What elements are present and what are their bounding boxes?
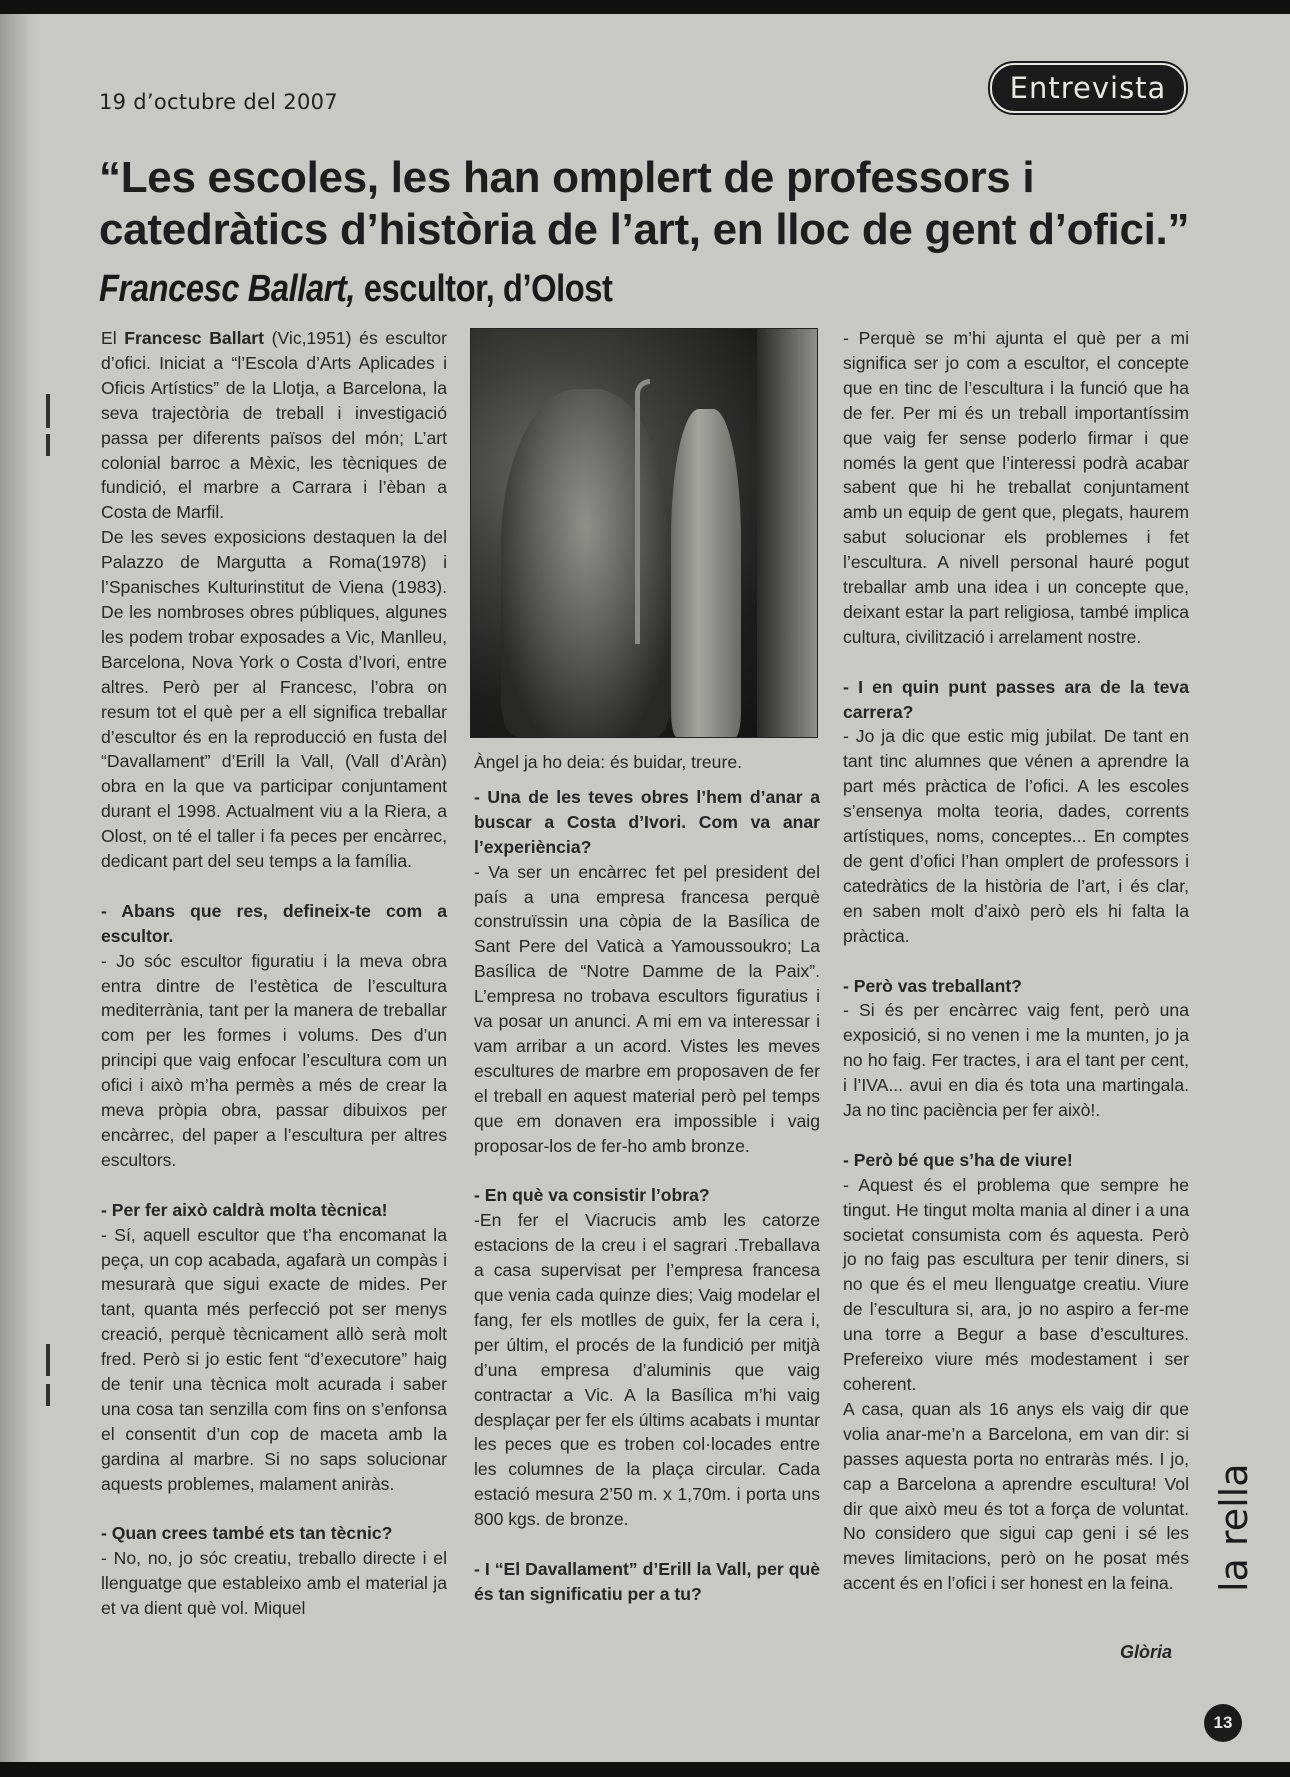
answer-continued: A casa, quan als 16 anys els vaig dir que volia anar-me’n a Barcelona, em van dir: si passes aquesta porta no entraràs més. I jo, cap a Barcelona a aprendre escultura! Vol dir que això meu és tot a força de voluntat. No considero que sigui cap geni i sé les meves limitacions, però on he posat més accent és en l’ofici i ser honest en la feina.: [843, 1398, 1189, 1594]
question: - I “El Davallament” d’Erill la Vall, per què és tan significatiu per a tu?: [474, 1558, 820, 1604]
column-1: [101, 326, 447, 1621]
column-2: [474, 760, 820, 1607]
question: - En què va consistir l’obra?: [474, 1185, 710, 1206]
binding-mark: [46, 1384, 50, 1406]
photo-staff: [635, 379, 650, 644]
article-byline: [99, 268, 612, 311]
issue-date: 19 d’octubre del 2007: [99, 90, 338, 114]
binding-mark: [46, 434, 50, 456]
intro-paragraph: El Francesc Ballart (Vic,1951) és escultor d’ofici. Iniciat a “l’Escola d’Arts Aplicades i Oficis Artístics” de la Llotja, a Barcelona, la seva trajectòria de treball i investigació passa per diferents països del món; L’art colonial barroc a Mèxic, les tècniques de fundició, el marbre a Carrara i l’èban a Costa de Marfil.: [101, 328, 447, 523]
photo-caption: Àngel ja ho deia: és buidar, treure.: [474, 752, 742, 772]
question: - Per fer això caldrà molta tècnica!: [101, 1199, 388, 1220]
answer: -En fer el Viacrucis amb les catorze estacions de la creu i el sagrari .Treballava a casa supervisat per l’empresa francesa que venia cada quinze dies; Vaig modelar el fang, fer els motlles de guix, fer la cera i, per últim, el procés de la fundició per mitjà d’una empresa d’aluminis que vaig contractar a Vic. A la Basílica m’hi vaig desplaçar per fer els últims acabats i muntar les peces que es troben col·locades entre les columnes de la plaça circular. Cada estació mesura 2’50 m. x 1,70m. i porta uns 800 kgs. de bronze.: [474, 1210, 820, 1530]
question: - Abans que res, defineix-te com a escultor.: [101, 900, 447, 946]
column-3: [843, 326, 1189, 1596]
answer: - Jo ja dic que estic mig jubilat. De tant en tant tinc alumnes que vénen a aprendre la part més pràctica de l’ofici. A les escoles s’ensenya molta teoria, dades, corrents artístiques, noms, conceptes... En comptes de gent d’ofici l’han omplert de professors i catedràtics de la història de l’art, i és clar, en saben molt d’això però els hi falta la pràctica.: [843, 726, 1189, 946]
byline-name: Francesc Ballart,: [99, 268, 356, 310]
question: - Una de les teves obres l’hem d’anar a buscar a Costa d’Ivori. Com va anar l’experiència?: [474, 786, 820, 857]
magazine-page: [0, 14, 1290, 1762]
answer: - Si és per encàrrec vaig fent, però una exposició, si no venen i me la munten, jo ja no ho faig. Fer tractes, i ara el tant per cent, i l’IVA... avui en dia és tota una martingala. Ja no tinc paciència per fer això!.: [843, 1000, 1189, 1121]
magazine-brand: la rella: [1212, 1463, 1256, 1592]
photo-statue: [671, 409, 741, 737]
answer: - Perquè se m’hi ajunta el què per a mi significa ser jo com a escultor, el concepte que en tinc de l’escultura i la funció que ha de fer. Per mi és un treball importantíssim que vaig fer sense poderlo firmar i que només la gent que l’interessi podrà acabar sabent que hi he treballat conjuntament amb un equip de gent que, plegats, haurem sabut solucionar els problemes i fet l’escultura. A nivell personal hauré pogut treballar amb una idea i un concepte que, deixant estar la part religiosa, també implica cultura, civilització i arrelament nostre.: [843, 328, 1189, 647]
question: - I en quin punt passes ara de la teva carrera?: [843, 676, 1189, 722]
intro-name: Francesc Ballart: [124, 328, 264, 348]
answer: - Aquest és el problema que sempre he tingut. He tingut molta mania al diner i a una societat consumista com és aquesta. Però jo no faig pas escultura per tenir diners, si no que és el meu llenguatge creatiu. Viure de l’escultura si, ara, jo no aspiro a fer-me una torre a Begur a base d’escultures. Prefereixo viure més modestament i ser coherent.: [843, 1174, 1189, 1395]
answer: - No, no, jo sóc creatiu, treballo directe i el llenguatge que estableixo amb el material ja et va dient què vol. Miquel: [101, 1548, 447, 1619]
question: - Quan crees també ets tan tècnic?: [101, 1523, 393, 1544]
photo-wall: [757, 329, 817, 737]
byline-description: escultor, d’Olost: [355, 268, 613, 310]
article-headline: “Les escoles, les han omplert de professors i catedràtics d’història de l’art, en lloc de gent d’ofici.”: [99, 153, 1190, 254]
binding-mark: [46, 1344, 50, 1376]
question: - Però vas treballant?: [843, 975, 1022, 996]
answer: - Jo sóc escultor figuratiu i la meva obra entra dintre de l’estètica de l’escultura mediterrània, tant per la manera de treballar com per les formes i volums. Des d’un principi que vaig enfocar l’escultura com un ofici i això m’ha permès a més de crear la meva pròpia obra, passar dibuixos per encàrrec, del paper a l’escultura per altres escultors.: [101, 950, 447, 1170]
section-badge: Entrevista: [990, 63, 1186, 113]
intro-paragraph-2: De les seves exposicions destaquen la del Palazzo de Margutta a Roma(1978) i l’Spanisches Kulturinstitut de Viena (1983). De les nombroses obres públiques, algunes les podem trobar exposades a Vic, Manlleu, Barcelona, Nova York o Costa d’Ivori, entre altres. Però per al Francesc, l’obra on resum tot el què per a ell significa treballar d’escultor és en la reproducció en fusta del “Davallament” d’Erill la Vall, (Vall d’Aràn) obra en la que va participar conjuntament durant el 1998. Actualment viu a la Riera, a Olost, on té el taller i fa peces per encàrrec, dedicant part del seu temps a la família.: [101, 527, 447, 872]
page-gutter: [0, 14, 40, 1762]
binding-mark: [46, 394, 50, 428]
answer: - Sí, aquell escultor que t’ha encomanat la peça, un cop acabada, agafarà un compàs i mesurarà que sigui exacte de mides. Per tant, quanta més perfecció pot ser menys creació, perquè tècnicament allò serà molt fred. Però si jo estic fent “d’executore” haig de tenir una tècnica molt acurada i saber una cosa tan senzilla com fins on s’enfonsa el consentit d’un cop de maceta amb la gardina al marbre. Si no saps solucionar aquests problemes, malament aniràs.: [101, 1224, 447, 1494]
article-photo: [470, 328, 818, 738]
page-number: 13: [1204, 1704, 1242, 1742]
question: - Però bé que s’ha de viure!: [843, 1149, 1073, 1170]
author-signature: Glòria: [1120, 1642, 1173, 1662]
answer: - Va ser un encàrrec fet pel president del país a una empresa francesa perquè construïssin una còpia de la Basílica de Sant Pere del Vaticà a Yamoussoukro; La Basílica de “Notre Damme de la Paix”. L’empresa no trobava escultors figuratius i va posar un anunci. A mi em va interessar i vam arribar a un acord. Vistes les meves escultures de marbre em proposaven de fer el treball en aquest material però pel temps que em donaven era impossible i vaig proposar-los de fer-ho amb bronze.: [474, 861, 820, 1156]
